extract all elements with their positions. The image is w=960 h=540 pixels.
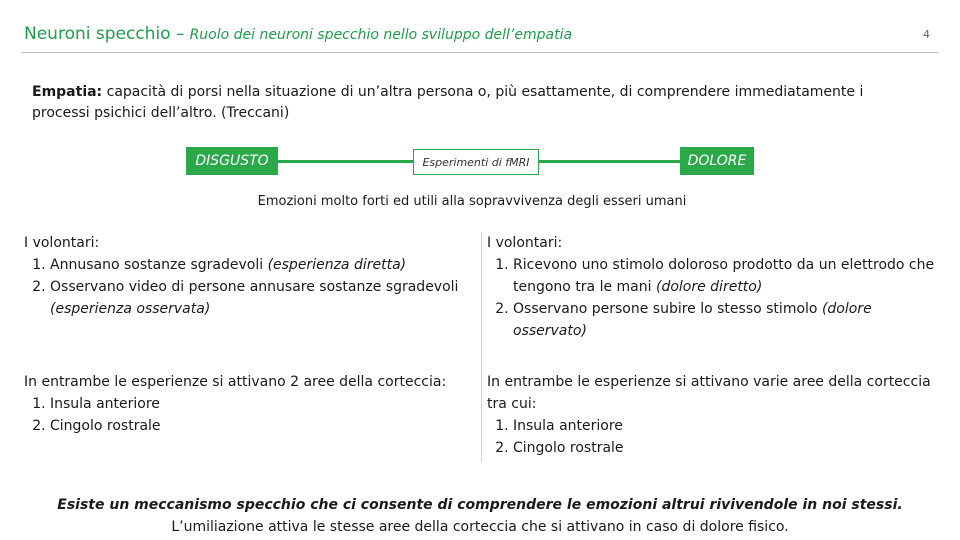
page-number: 4 (923, 28, 930, 41)
pain-areas-list (487, 415, 937, 459)
list-item: 2. Osservano video di persone annusare sostanze sgradevoli (esperienza osservata) (50, 276, 479, 320)
header-divider (22, 52, 938, 53)
volunteers-intro: I volontari: (487, 235, 563, 251)
empathy-definition (32, 82, 912, 124)
pain-steps-list (487, 254, 937, 342)
list-item: 1. Ricevono uno stimolo doloroso prodotto da un elettrodo che tengono tra le mani (dolore diretto) (513, 254, 937, 298)
disgust-box: DISGUSTO (186, 147, 278, 175)
slide-title: Neuroni specchio – (24, 24, 185, 44)
emotions-note: Emozioni molto forti ed utili alla sopravvivenza degli esseri umani (257, 194, 687, 209)
disgust-experiment (24, 232, 479, 320)
conclusion (0, 494, 960, 538)
conclusion-line-1: Esiste un meccanismo specchio che ci consente di comprendere le emozioni altrui rivivendole in noi stessi. (57, 497, 903, 513)
list-item: 2. Cingolo rostrale (50, 415, 479, 437)
disgust-steps-list (24, 254, 479, 320)
list-item: 1. Annusano sostanze sgradevoli (esperienza diretta) (50, 254, 479, 276)
fmri-box: Esperimenti di fMRI (413, 149, 539, 175)
list-item: 2. Osservano persone subire lo stesso stimolo (dolore osservato) (513, 298, 937, 342)
connector-right (539, 160, 680, 163)
pain-box: DOLORE (680, 147, 754, 175)
connector-left (278, 160, 413, 163)
disgust-results (24, 371, 479, 437)
conclusion-line-2: L’umiliazione attiva le stesse aree della corteccia che si attivano in caso di dolore fisico. (171, 519, 789, 535)
slide-header (24, 24, 572, 44)
definition-text: capacità di porsi nella situazione di un’altra persona o, più esattamente, di comprendere immediatamente i processi psichici dell’altro. (Treccani) (32, 84, 864, 121)
list-item: 1. Insula anteriore (50, 393, 479, 415)
list-item: 2. Cingolo rostrale (513, 437, 937, 459)
results-intro: In entrambe le esperienze si attivano varie aree della corteccia tra cui: (487, 374, 931, 412)
list-item: 1. Insula anteriore (513, 415, 937, 437)
column-divider (481, 232, 482, 462)
slide-subtitle: Ruolo dei neuroni specchio nello sviluppo dell’empatia (189, 27, 573, 43)
results-intro: In entrambe le esperienze si attivano 2 aree della corteccia: (24, 374, 447, 390)
disgust-areas-list (24, 393, 479, 437)
volunteers-intro: I volontari: (24, 235, 100, 251)
definition-term: Empatia: (32, 84, 103, 100)
pain-results (487, 371, 937, 459)
pain-experiment (487, 232, 937, 342)
